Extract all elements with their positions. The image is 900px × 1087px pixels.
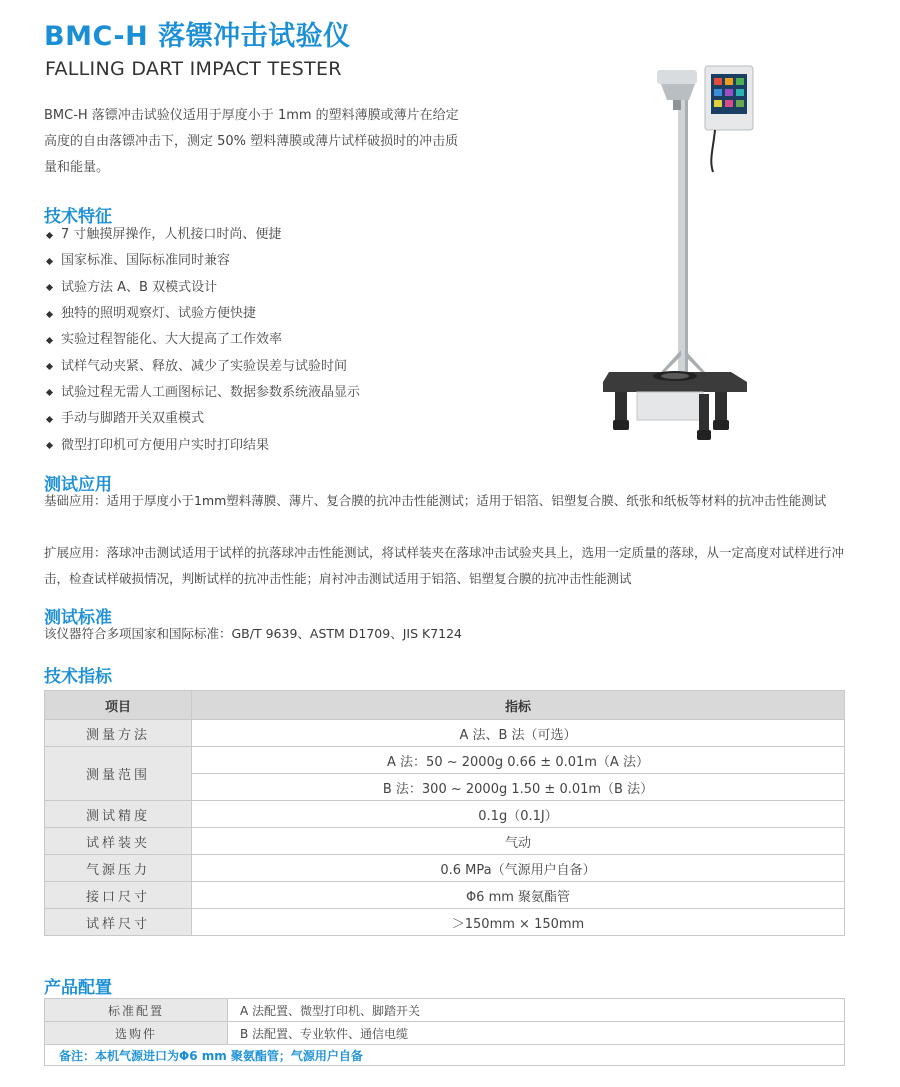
table-row [45,828,845,855]
table-row [45,720,845,747]
table-row [45,747,845,774]
diamond-bullet-icon [46,284,53,291]
features-list [44,222,360,459]
specs-table [44,690,845,936]
table-row [45,882,845,909]
table-row [45,999,845,1022]
diamond-bullet-icon [46,389,53,396]
list-item: 7 寸触摸屏操作，人机接口时尚、便捷 [44,222,360,248]
diamond-bullet-icon [46,310,53,317]
table-row [45,1045,845,1066]
standard-config-label: 标准配置 [45,999,228,1022]
optional-label: 选购件 [45,1022,228,1045]
pressure-label: 气源压力 [45,855,192,882]
optional-value: B 法配置、专业软件、通信电缆 [228,1022,845,1045]
list-item: 手动与脚踏开关双重模式 [44,406,360,432]
page-subtitle: FALLING DART IMPACT TESTER [45,58,342,80]
list-item: 独特的照明观察灯、试验方便快捷 [44,301,360,327]
applications-heading: 测试应用 [44,475,112,495]
port-label: 接口尺寸 [45,882,192,909]
table-header-row [45,691,845,720]
standards-text: 该仪器符合多项国家和国际标准：GB/T 9639、ASTM D1709、JIS K7124 [44,626,463,641]
features-heading: 技术特征 [44,207,112,227]
range-label: 测量范围 [45,747,192,801]
specs-heading: 技术指标 [44,667,112,687]
list-item: 微型打印机可方便用户实时打印结果 [44,432,360,458]
page-title: BMC-H 落镖冲击试验仪 [44,21,351,52]
method-value: A 法、B 法（可选） [192,720,845,747]
diamond-bullet-icon [46,337,53,344]
clamp-label: 试样装夹 [45,828,192,855]
size-label: 试样尺寸 [45,909,192,936]
method-label: 测量方法 [45,720,192,747]
precision-value: 0.1g（0.1J） [192,801,845,828]
table-row [45,801,845,828]
basic-application-text: 基础应用：适用于厚度小于1mm塑料薄膜、薄片、复合膜的抗冲击性能测试；适用于铝箔、铝塑复合膜、纸张和纸板等材料的抗冲击性能测试 [44,493,827,508]
config-table [44,998,845,1066]
pressure-value: 0.6 MPa（气源用户自备） [192,855,845,882]
table-row [45,855,845,882]
clamp-value: 气动 [192,828,845,855]
diamond-bullet-icon [46,258,53,265]
diamond-bullet-icon [46,416,53,423]
column-header-item: 项目 [45,691,192,720]
precision-label: 测试精度 [45,801,192,828]
list-item: 试验过程无需人工画图标记、数据参数系统液晶显示 [44,380,360,406]
column-header-value: 指标 [192,691,845,720]
list-item: 实验过程智能化、大大提高了工作效率 [44,327,360,353]
intro-paragraph: BMC-H 落镖冲击试验仪适用于厚度小于 1mm 的塑料薄膜或薄片在给定高度的自由落镖冲击下，测定 50% 塑料薄膜或薄片试样破损时的冲击质量和能量。 [44,108,459,175]
port-value: Φ6 mm 聚氨酯管 [192,882,845,909]
table-row [45,909,845,936]
extended-application-text: 扩展应用：落球冲击测试适用于试样的抗落球冲击性能测试，将试样装夹在落球冲击试验夹具上，选用一定质量的落球，从一定高度对试样进行冲击，检查试样破损情况，判断试样的抗冲击性能；肩衬冲击测试适用于铝箔、铝塑复合膜的抗冲击性能测试 [44,545,845,586]
diamond-bullet-icon [46,232,53,239]
diamond-bullet-icon [46,363,53,370]
table-row [45,1022,845,1045]
list-item: 国家标准、国际标准同时兼容 [44,248,360,274]
size-value: ＞150mm × 150mm [192,909,845,936]
standard-config-value: A 法配置、微型打印机、脚踏开关 [228,999,845,1022]
diamond-bullet-icon [46,442,53,449]
product-image [595,60,755,450]
range-a-value: A 法：50 ~ 2000g 0.66 ± 0.01m（A 法） [192,747,845,774]
standards-heading: 测试标准 [44,608,112,628]
config-note: 备注：本机气源进口为Φ6 mm 聚氨酯管；气源用户自备 [45,1045,845,1066]
config-heading: 产品配置 [44,978,112,998]
list-item: 试验方法 A、B 双模式设计 [44,275,360,301]
list-item: 试样气动夹紧、释放、减少了实验误差与试验时间 [44,353,360,379]
range-b-value: B 法：300 ~ 2000g 1.50 ± 0.01m（B 法） [192,774,845,801]
